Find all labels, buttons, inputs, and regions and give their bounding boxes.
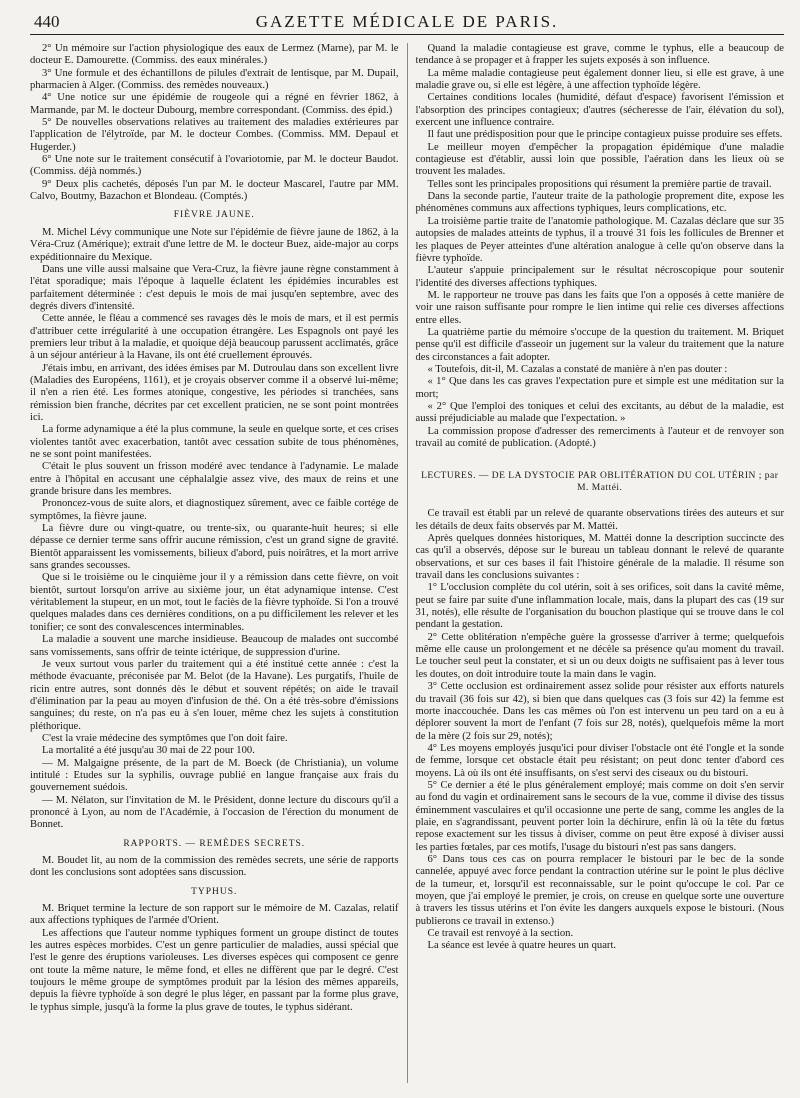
paragraph: La quatrième partie du mémoire s'occupe de la question du traitement. M. Briquet pense qu'il est difficile d'asseoir un jugement sur la valeur du traitement que la nature des circonstances a fait adopter. [415, 326, 784, 363]
page-number: 440 [34, 12, 60, 31]
paragraph: La fièvre dure ou vingt-quatre, ou trente-six, ou quarante-huit heures; si elle dépasse ce dernier terme sans offrir aucune rémission, c'est un grand signe de gravité. Bientôt apparaissent les vomissements, bilieux d'abord, puis noirâtres, et la mort arrive sans grandes secousses. [30, 523, 399, 572]
running-title: GAZETTE MÉDICALE DE PARIS. [255, 12, 559, 31]
paragraph: 2° Cette oblitération n'empêche guère la grossesse d'arriver à terme; quelquefois même elle cause un prolongement et ne décèle sa présence qu'au moment du travail. Le toucher seul peut la constater, et si un ou deux doigts ne suffisaient pas à lever tous les doutes, on doit introduire toute la main dans le vagin. [415, 631, 784, 680]
paragraph: La maladie a souvent une marche insidieuse. Beaucoup de malades ont succombé sans vomissements, sans offrir de teinte ictérique, de suppression d'urine. [30, 634, 399, 658]
left-column [30, 43, 407, 1083]
paragraph: — M. Nélaton, sur l'invitation de M. le Président, donne lecture du discours qu'il a prononcé à Lyon, au nom de l'Académie, à l'occasion de l'érection du monument de Bonnet. [30, 794, 399, 831]
section-heading-rapports: RAPPORTS. — REMÈDES SECRETS. [123, 838, 306, 849]
paragraph: Que si le troisième ou le cinquième jour il y a rémission dans cette fièvre, on voit bientôt, surtout lorsqu'on arrive au sixième jour, un état adynamique intense. C'est véritablement la stupeur, en un mot, tout le faciès de la fièvre typhoïde. Si l'on a trouvé quelques malades dans ces dernières conditions, on a pu difficilement les relever et les tonifier; ce sont des convalescences interminables. [30, 572, 399, 633]
paragraph: C'est la vraie médecine des symptômes que l'on doit faire. [42, 732, 288, 744]
paragraph: M. le rapporteur ne trouve pas dans les faits que l'on a opposés à cette manière de voir une raison suffisante pour rompre le lien intime qui relie ces diverses affections entre elles. [415, 289, 784, 326]
paragraph: La troisième partie traite de l'anatomie pathologique. M. Cazalas déclare que sur 35 autopsies de malades atteints de typhus, il a trouvé 31 fois les follicules de Brenner et les plaques de Peyer atteintes d'une altération analogue à celle qu'on observe dans la fièvre typhoïde. [415, 215, 784, 264]
paragraph: Quand la maladie contagieuse est grave, comme le typhus, elle a beaucoup de tendance à se propager et à frapper les sujets exposés à son influence. [415, 43, 784, 67]
paragraph: La même maladie contagieuse peut également donner lieu, si elle est grave, à une maladie grave ou, si elle est légère, à une affection typhoïde légère. [415, 67, 784, 92]
left-item: 9° Deux plis cachetés, déposés l'un par M. le docteur Mascarel, l'autre par MM. Calvo, Boutmy, Bazachon et Blondeau. (Comptés.) [30, 178, 399, 203]
paragraph: — M. Malgaigne présente, de la part de M. Boeck (de Christiania), un volume intitulé : Etudes sur la syphilis, ouvrage publié en langue française aux frais du gouvernement suédois. [30, 757, 399, 794]
paragraph: La forme adynamique a été la plus commune, la seule en quelque sorte, et ces crises violentes tantôt avec exacerbation, tantôt avec cessation subite de tous phénomènes, ne se sont point manifestées. [30, 424, 399, 460]
left-item: 3° Une formule et des échantillons de pilules d'extrait de lentisque, par M. Dupail, pharmacien à Alger. (Commiss. des remèdes nouveaux.) [30, 67, 399, 92]
paragraph: M. Briquet termine la lecture de son rapport sur le mémoire de M. Cazalas, relatif aux affections typhiques de l'armée d'Orient. [30, 903, 399, 927]
paragraph: Dans la seconde partie, l'auteur traite de la pathologie proprement dite, expose les phénomènes communs aux affections typhiques, leurs complications, etc. [415, 191, 784, 215]
paragraph: 4° Les moyens employés jusqu'ici pour diviser l'obstacle ont été l'ongle et la sonde de femme, lorsque cet obstacle était peu résistant; on peut donc tenter d'abord ces moyens. Là où ils ont été insuffisants, on s'est servi des ciseaux ou du bistouri. [415, 742, 784, 779]
paragraph: Ce travail est établi par un relevé de quarante observations tirées des auteurs et sur les détails de deux faits observés par M. Mattéi. [415, 508, 784, 532]
paragraph: Après quelques données historiques, M. Mattéi donne la description succincte des cas qu'il a observés, dépose sur le bureau un tableau donnant le relevé de quarante observations, et sur ces bases il fait l'histoire générale de la maladie. Il résume son travail dans les conclusions suivantes : [415, 533, 784, 582]
paragraph: Cette année, le fléau a commencé ses ravages dès le mois de mars, et il est permis d'attribuer cette irrégularité à une occupation étrangère. Les Espagnols ont payé les premiers leur tribut à la maladie, et quoique déjà beaucoup parussent acclimatés, grâce à un séjour antérieur à la Havane, ils ont été cruellement éprouvés. [30, 313, 399, 362]
paragraph: Il faut une prédisposition pour que le principe contagieux puisse produire ses effets. [427, 129, 783, 141]
paragraph: M. Michel Lévy communique une Note sur l'épidémie de fièvre jaune de 1862, à la Véra-Cruz (Amérique); extrait d'une lettre de M. le docteur Buez, aide-major au corps expéditionnaire du Mexique. [30, 226, 399, 263]
paragraph: La mortalité a été jusqu'au 30 mai de 22 pour 100. [42, 745, 255, 757]
paragraph: L'auteur s'appuie principalement sur le résultat nécroscopique pour soutenir l'identité des diverses affections typhiques. [415, 265, 784, 289]
section-heading-fievre-jaune: FIÈVRE JAUNE. [173, 210, 255, 221]
paragraph: Le meilleur moyen d'empêcher la propagation épidémique d'une maladie contagieuse est d'établir, aussi loin que possible, l'aération dans les lieux où se trouvent les malades. [415, 141, 784, 178]
left-item: 4° Une notice sur une épidémie de rougeole qui a régné en février 1862, à Marmande, par M. le docteur Dubourg, membre correspondant. (Commiss. des épid.) [30, 92, 399, 116]
paragraph: Les affections que l'auteur nomme typhiques forment un groupe distinct de toutes les autres espèces morbides. C'est un genre particulier de maladies, aussi spécial que l'est le genre des éruptions varioleuses. Les diverses espèces qui composent ce genre ont toute la même nature, le même fond, et elles ne diffèrent que par le degré. C'est toujours le même groupe de symptômes produit par la lésion des mêmes appareils, depuis la fièvre typhoïde à son degré le plus léger, en passant par la forme plus grave, le typhus simple, jusqu'à la forme la plus grave de toutes, le typhus sidérant. [30, 927, 399, 1013]
section-spacer [416, 450, 785, 462]
paragraph: 3° Cette occlusion est ordinairement assez solide pour résister aux efforts naturels du travail (36 fois sur 42), si bien que dans quelques cas (3 fois sur 42) la femme est morte inaccouchée. Dans les cas mêmes où l'on est intervenu un peu tard on a eu à déplorer souvent la mort de l'enfant (7 fois sur 28, notés), quelquefois même la mort de la mère (2 fois sur 29, notés); [415, 681, 784, 742]
section-heading-lectures: LECTURES. — DE LA DYSTOCIE PAR OBLITÉRATION DU COL UTÉRIN ; par M. Mattéi. [421, 471, 779, 494]
paragraph: Certaines conditions locales (humidité, défaut d'espace) favorisent l'émission et l'absorption des principes contagieux; d'autres (sécheresse de l'air, élévation du sol), exercent une influence contraire. [415, 92, 784, 129]
paragraph: Ce travail est renvoyé à la section. [427, 928, 574, 940]
paragraph: Prononcez-vous de suite alors, et diagnostiquez sûrement, avec ce faible cortége de symptômes, la fièvre jaune. [30, 498, 399, 522]
paragraph: J'étais imbu, en arrivant, des idées émises par M. Dutroulau dans son excellent livre (Maladies des Européens, 1161), et je croyais observer comme il a observé lui-même; il n'en a rien été. Les formes atonique, congestive, les périodes si tranchées, sans rémission bien franche, décrites par cet excellent praticien, ne se sont point montrées ici. [30, 362, 399, 423]
paragraph: Je veux surtout vous parler du traitement qui a été institué cette année : c'est la méthode évacuante, préconisée par M. Belot (de la Havane). Les purgatifs, l'huile de ricin entre autres, sont donnés dès le début et souvent répétés; on aide le travail d'élimination par la peau au moyen d'infusion de thé. On a été très-sobre d'émissions sanguines; du reste, on n'a pas eu à s'en louer, même chez les sujets à constitution pléthorique. [30, 658, 399, 732]
section-heading-typhus: TYPHUS. [191, 886, 238, 897]
paragraph: M. Boudet lit, au nom de la commission des remèdes secrets, une série de rapports dont les conclusions sont adoptées sans discussion. [30, 855, 399, 879]
right-column [407, 43, 785, 1083]
paragraph: 5° Ce dernier a été le plus généralement employé; mais comme on doit s'en servir au fond du vagin et ordinairement sans le secours de la vue, comme il divise des tissus éminemment vasculaires et qu'il occasionne une perte de sang, comme les angles de la plaie, en s'agrandissant, peuvent porter loin la déchirure, enfin là où la tête du fœtus repose exactement sur les tissus à diviser, comme on peut être exposé à diviser aussi les parties fœtales, par ces motifs, l'usage du bistouri n'est pas sans dangers. [415, 779, 784, 853]
left-item: 6° Une note sur le traitement consécutif à l'ovariotomie, par M. le docteur Baudot. (Commiss. déjà nommés.) [30, 154, 399, 178]
paragraph: « 1° Que dans les cas graves l'expectation pure et simple est une méditation sur la mort; [415, 376, 784, 400]
paragraph: La séance est levée à quatre heures un quart. [427, 940, 617, 952]
paragraph: C'était le plus souvent un frisson modéré avec tendance à l'adynamie. Le malade entre à l'hôpital en accusant une céphalalgie assez vive, des maux de reins et une grande brisure dans les membres. [30, 461, 399, 498]
paragraph: 1° L'occlusion complète du col utérin, soit à ses orifices, soit dans la cavité même, peut se faire par suite d'une inflammation locale, mais, dans la plupart des cas (19 sur 31, notés), elle résulte de l'organisation du bouchon plastique qui se trouve dans le col pendant la gestation. [415, 582, 784, 631]
paragraph: Dans une ville aussi malsaine que Vera-Cruz, la fièvre jaune règne constamment à l'état sporadique; mais l'époque à laquelle éclatent les épidémies incurables est parfaitement déterminée : c'est depuis le mois de mai jusqu'en septembre, avec des degrés divers d'intensité. [30, 263, 399, 312]
left-item: 5° De nouvelles observations relatives au traitement des maladies extérieures par l'application de l'élytroïde, par M. le docteur Combes. (Commiss. MM. Depaul et Hugerder.) [30, 117, 399, 153]
page-header [30, 8, 784, 35]
text-columns [30, 43, 784, 1083]
left-item: 2° Un mémoire sur l'action physiologique des eaux de Lermez (Marne), par M. le docteur E. Damourette. (Commiss. des eaux minérales.) [30, 43, 399, 67]
paragraph: Telles sont les principales propositions qui résument la première partie de travail. [427, 178, 772, 190]
paragraph: « 2° Que l'emploi des toniques et celui des excitants, au début de la maladie, est aussi préjudiciable au malade que l'expectation. » [415, 400, 784, 425]
paragraph: 6° Dans tous ces cas on pourra remplacer le bistouri par le bec de la sonde cannelée, appuyé avec force pendant la contraction utérine sur le point le plus déclive de la tumeur, et, lorsqu'il est reconnaissable, sur le point qu'occupe le col. Par ce moyen, que j'ai employé le premier, je crois, on creuse en quelque sorte une ouverture à travers les tissus utérins et l'on évite les dangers auxquels expose le bistouri. (Nous publierons ce travail in extenso.) [415, 853, 784, 927]
paragraph: « Toutefois, dit-il, M. Cazalas a constaté de manière à n'en pas douter : [427, 363, 728, 375]
paragraph: La commission propose d'adresser des remerciments à l'auteur et de renvoyer son travail au comité de publication. (Adopté.) [415, 425, 784, 449]
